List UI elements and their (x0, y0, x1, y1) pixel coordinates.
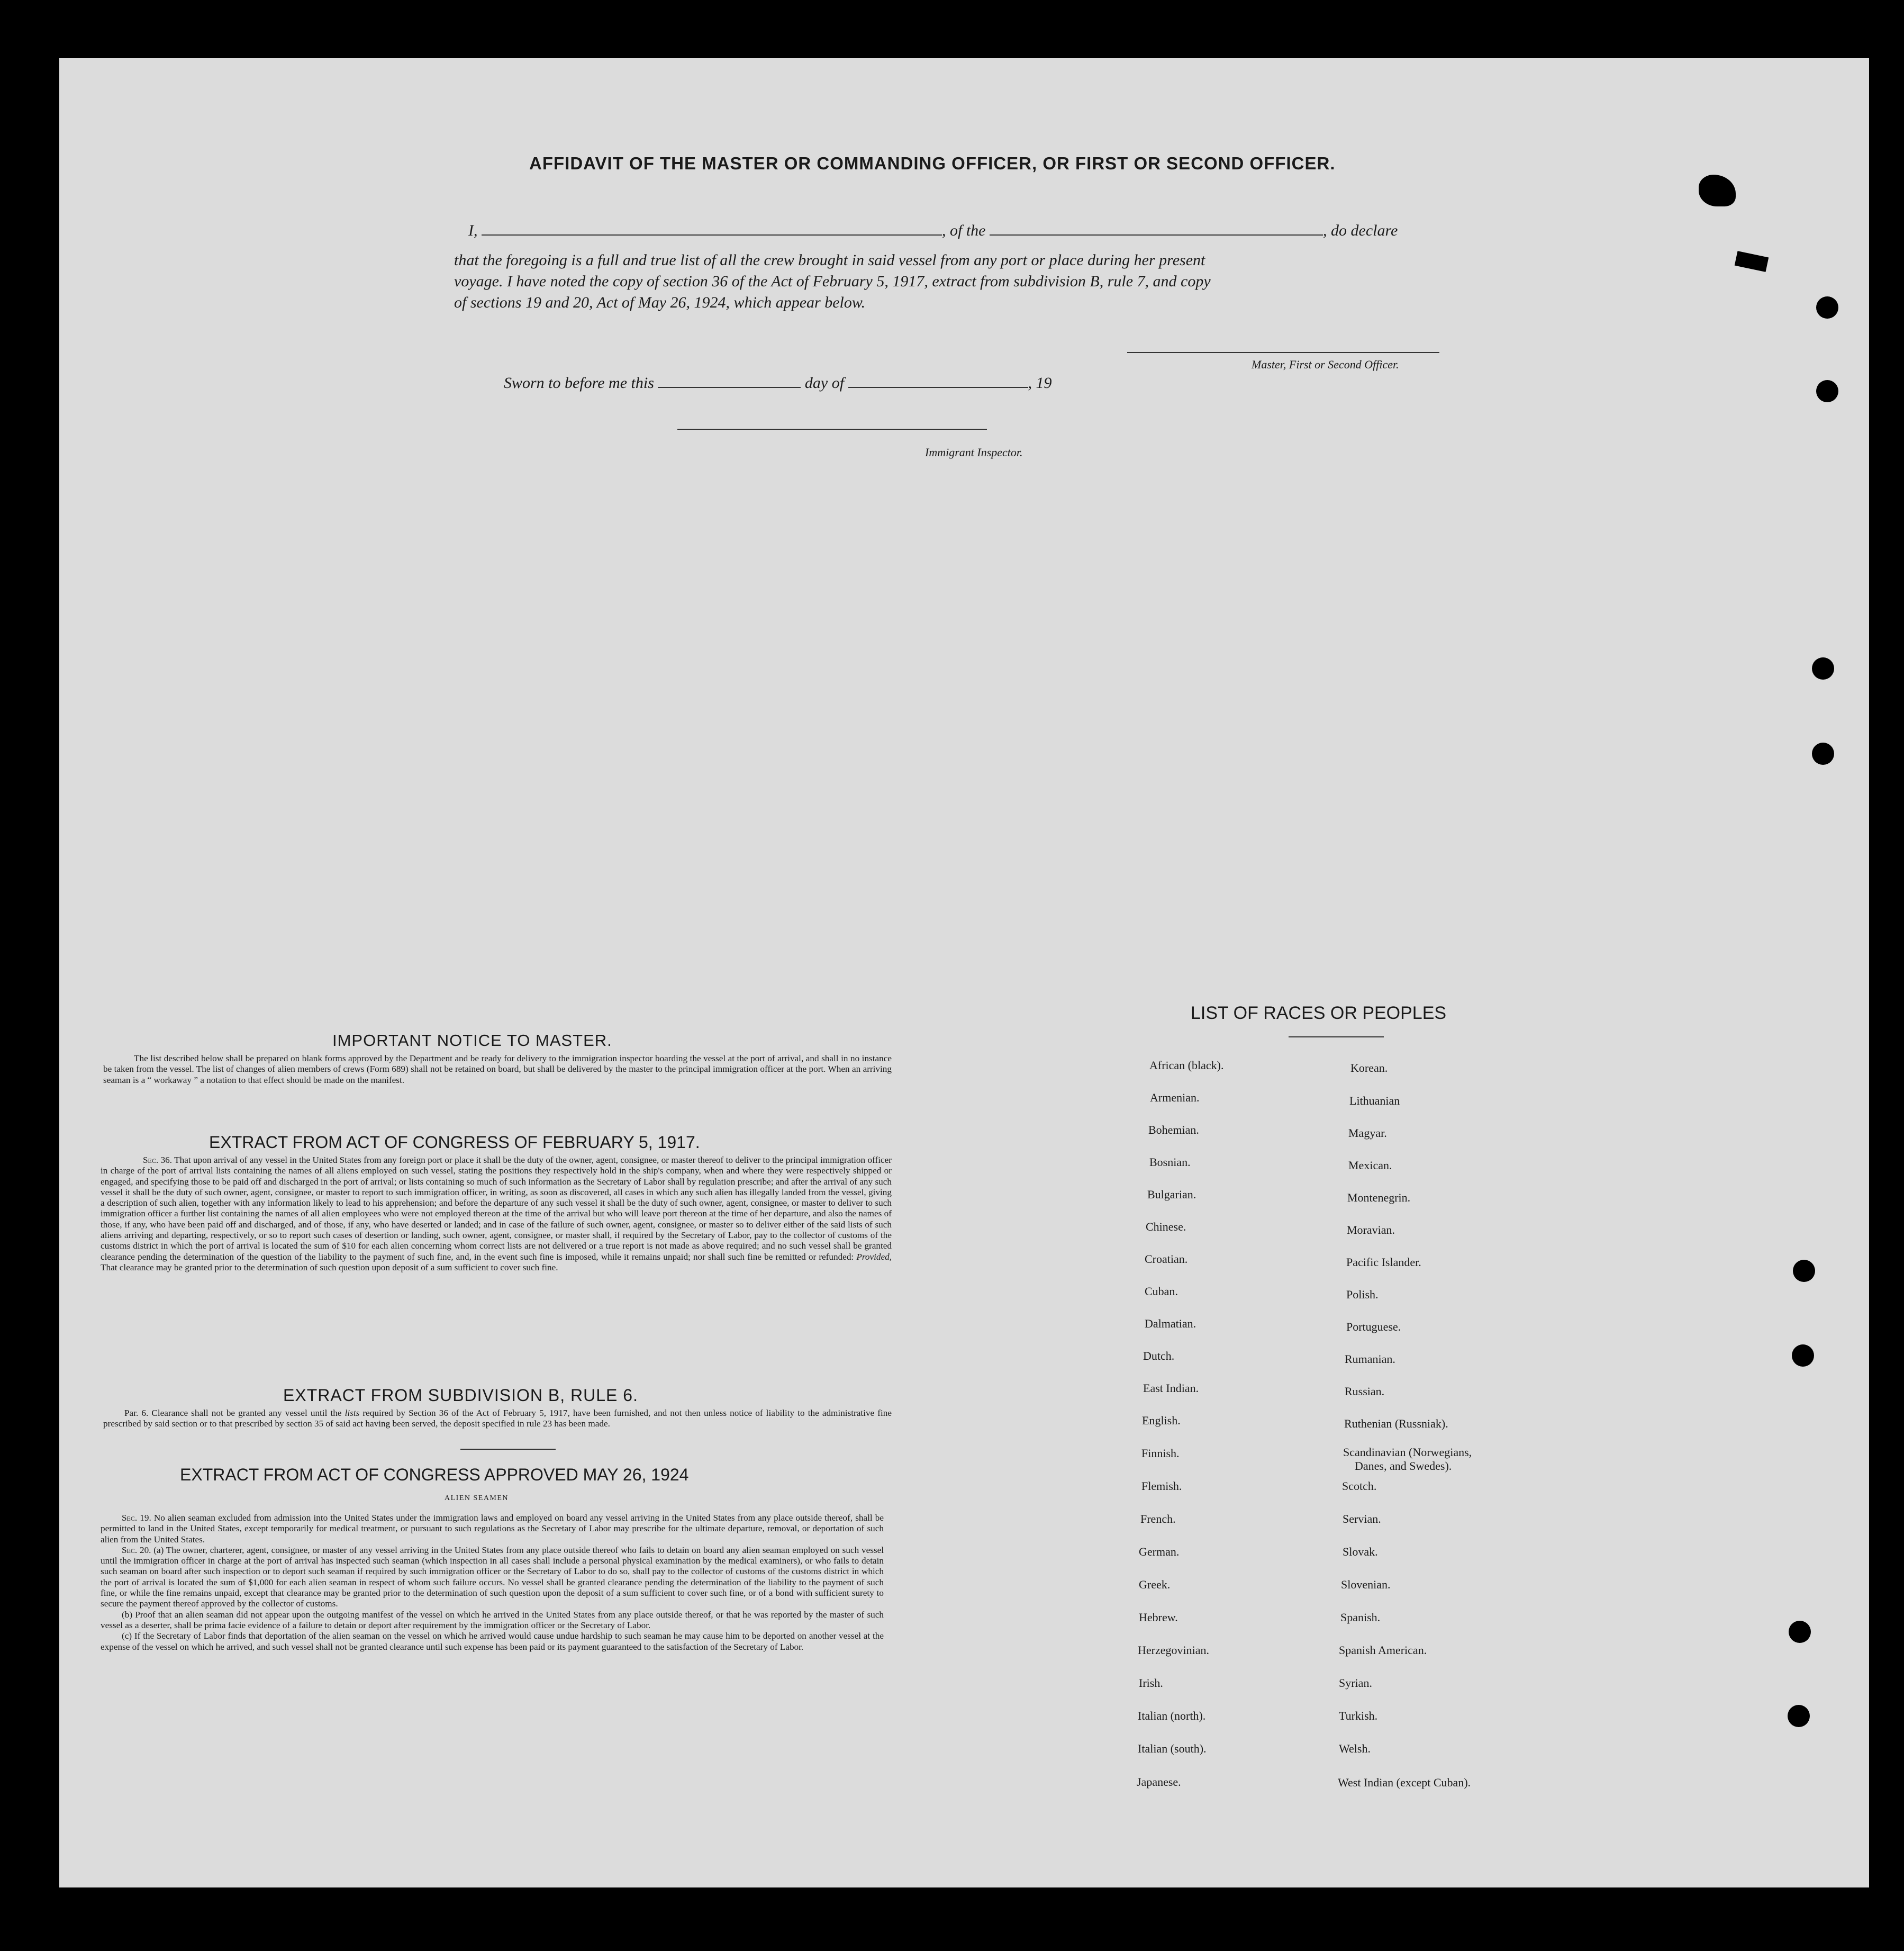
sec-36-label: Sec. 36. (143, 1155, 173, 1165)
affidavit-i-label: I, (468, 222, 478, 239)
binder-hole (1816, 296, 1838, 319)
affidavit-line-2: that the foregoing is a full and true list of all the crew brought in said vessel from any port or place during her present (454, 251, 1205, 269)
day-of-label: day of (804, 374, 845, 392)
race-item: Turkish. (1339, 1709, 1378, 1722)
binder-hole (1788, 1705, 1810, 1727)
race-item: Bohemian. (1148, 1123, 1199, 1136)
race-item: Servian. (1343, 1512, 1381, 1525)
race-item: Cuban. (1145, 1285, 1178, 1298)
race-item: Scotch. (1342, 1479, 1377, 1493)
signature-line (1127, 352, 1439, 353)
races-divider (1289, 1036, 1384, 1037)
race-scandinavian-cont: Danes, and Swedes). (1355, 1459, 1452, 1473)
sec-20c: (c) If the Secretary of Labor finds that deportation of the alien seaman on the vessel on which he arrived would cause undue hardship to such seaman he may cause him to be deported on another vessel at the expense of the vessel on which he arrived, and such vessel shall not be granted clearance until such expense has been paid or its payment guaranteed to the satisfaction of the Secretary of Labor. (101, 1631, 884, 1652)
race-item: Italian (south). (1138, 1742, 1207, 1755)
race-item: Bosnian. (1149, 1155, 1191, 1169)
extract-1917-title: EXTRACT FROM ACT OF CONGRESS OF FEBRUARY 5, 1917. (209, 1133, 700, 1152)
sec-20a-body: (a) The owner, charterer, agent, consignee, or master of any vessel arriving in the United States from any place outside thereof who fails to detain on board any alien seaman employed on such vessel until the immigration officer in charge at the port of arrival has inspected such seaman (which inspection in all cases shall include a personal physical examination by the medical examiners), or who fails to detain such seaman on board after such inspection or to deport such seaman if required by such immigration officer or the Secretary of Labor to do so, shall pay to the collector of customs of the customs district in which the port of arrival is located the sum of $1,000 for each alien seaman in respect of whom such failure occurs. No vessel shall be granted clearance pending the determination of the liability to the payment of such fine, or while the fine remains unpaid, except that clearance may be granted prior to the determination of such question upon the deposit of a sum sufficient to cover such fine, or of a bond with sufficient surety to secure the payment thereof approved by the collector of customs. (101, 1544, 884, 1609)
race-item: Flemish. (1141, 1479, 1182, 1493)
sworn-line (504, 373, 1052, 392)
binder-hole (1812, 657, 1834, 680)
race-item: Welsh. (1339, 1742, 1371, 1755)
inspector-label: Immigrant Inspector. (925, 446, 1023, 459)
race-item: Moravian. (1347, 1223, 1395, 1236)
race-item: Armenian. (1150, 1091, 1200, 1104)
race-item: Hebrew. (1139, 1611, 1178, 1624)
race-item: West Indian (except Cuban). (1338, 1776, 1471, 1789)
name-blank (482, 221, 942, 236)
race-item: Finnish. (1141, 1447, 1180, 1460)
sec-19-label: Sec. 19. (122, 1513, 151, 1523)
provided-word: Provided, (856, 1251, 892, 1262)
sec-20b: (b) Proof that an alien seaman did not appear upon the outgoing manifest of the vessel on which he arrived in the United States from any place outside thereof, or that he was reported by the master of such vessel as a deserter, shall be prima facie evidence of a failure to detain or deport after requirement by the immigration officer or the Secretary of Labor. (101, 1609, 884, 1630)
alien-seamen-heading: ALIEN SEAMEN (445, 1494, 509, 1502)
race-item: Ruthenian (Russniak). (1344, 1417, 1448, 1430)
inspector-signature-line (677, 429, 987, 430)
race-item: Dalmatian. (1145, 1317, 1196, 1330)
race-item: Mexican. (1348, 1159, 1392, 1172)
race-item: English. (1142, 1414, 1181, 1427)
affidavit-title: AFFIDAVIT OF THE MASTER OR COMMANDING OFFICER, OR FIRST OR SECOND OFFICER. (529, 153, 1336, 173)
race-item: French. (1140, 1512, 1176, 1525)
vessel-blank (990, 221, 1323, 236)
race-item: African (black). (1149, 1059, 1224, 1072)
race-item: Korean. (1350, 1061, 1388, 1074)
sec-19-body: No alien seaman excluded from admission into the United States under the immigration laws and employed on board any vessel arriving in the United States from any place outside thereof, shall be permitted to land in the United States, except temporarily for medical treatment, or pursuant to such regulations as the Secretary of Labor may prescribe for the ultimate departure, removal, or deportation of such alien from the United States. (101, 1513, 884, 1544)
divider (460, 1449, 556, 1450)
race-item: Slovenian. (1341, 1578, 1391, 1591)
sec-19 (101, 1513, 884, 1545)
affidavit-line-1 (468, 221, 1398, 240)
race-item: Slovak. (1343, 1545, 1378, 1558)
subdivision-text (103, 1408, 892, 1430)
binder-hole (1793, 1260, 1815, 1282)
lists-word: lists (344, 1408, 360, 1418)
race-item: Scandinavian (Norwegians, (1343, 1446, 1472, 1459)
year-label: , 19 (1028, 374, 1052, 392)
race-item: Japanese. (1137, 1775, 1181, 1789)
subdivision-body-a: Par. 6. Clearance shall not be granted any vessel until the (124, 1408, 345, 1418)
race-item: Pacific Islander. (1346, 1255, 1421, 1269)
races-title: LIST OF RACES OR PEOPLES (1191, 1003, 1447, 1023)
extract-1924-text (101, 1513, 884, 1652)
notice-title: IMPORTANT NOTICE TO MASTER. (332, 1031, 612, 1050)
subdivision-title: EXTRACT FROM SUBDIVISION B, RULE 6. (283, 1386, 638, 1405)
extract-1917-text (101, 1155, 892, 1273)
signer-label: Master, First or Second Officer. (1252, 358, 1399, 371)
sec-20a (101, 1545, 884, 1610)
race-item: Herzegovinian. (1138, 1643, 1209, 1657)
race-item: Lithuanian (1349, 1094, 1400, 1107)
race-item: East Indian. (1143, 1381, 1199, 1395)
race-item: Portuguese. (1346, 1320, 1401, 1333)
race-item: Bulgarian. (1147, 1188, 1196, 1201)
race-item: Syrian. (1339, 1676, 1372, 1690)
sworn-month-blank (848, 373, 1028, 388)
race-item: Dutch. (1143, 1349, 1175, 1362)
race-item: German. (1139, 1545, 1180, 1558)
notice-body: The list described below shall be prepared on blank forms approved by the Department and be ready for delivery to the immigration inspector boarding the vessel at the port of arrival, and shall in no instance be taken from the vessel. The list of changes of alien members of crews (Form 689) shall not be retained on board, but shall be delivered by the master to the principal immigration officer at the port. When an arriving seaman is a “ workaway ” a notation to that effect should be made on the manifest. (103, 1053, 892, 1085)
extract-1924-title: EXTRACT FROM ACT OF CONGRESS APPROVED MAY 26, 1924 (180, 1465, 689, 1484)
race-item: Spanish. (1340, 1611, 1381, 1624)
race-item: Spanish American. (1339, 1643, 1427, 1657)
sec-36-body: That upon arrival of any vessel in the United States from any foreign port or place it shall be the duty of the owner, agent, consignee, or master thereof to deliver to the principal immigration officer in charge of the port of arrival lists containing the names of all aliens employed on such vessel, stating the positions they respectively hold in the ship's company, when and where they were respectively shipped or engaged, and specifying those to be paid off and discharged in the port of arrival; or lists containing so much of such information as the Secretary of Labor shall by regulation prescribe; and after the arrival of any such vessel it shall be the duty of such owner, agent, consignee, or master to report to such immigration officer, in writing, as soon as discovered, all cases in which any such alien has illegally landed from the vessel, giving a description of such alien, together with any information likely to lead to his apprehension; and before the departure of any such vessel it shall be the duty of such owner, agent, consignee, or master to deliver to such immigration officer a further list containing the names of all alien employees who were not employed thereon at the time of the arrival but who will leave port thereon at the time of her departure, and also the names of those, if any, who have been paid off and discharged, and of those, if any, who have deserted or landed; and in case of the failure of such owner, agent, consignee, or master so to deliver either of the said lists of such aliens arriving and departing, respectively, or so to report such cases of desertion or landing, such owner, agent, consignee, or master shall, if required by the Secretary of Labor, pay to the collector of customs of the customs district in which the port of arrival is located the sum of $10 for each alien concerning whom correct lists are not delivered or a true report is not made as above required; and no such vessel shall be granted clearance pending the determination of the question of the liability to the payment of such fine, and, in the event such fine is imposed, while it remains unpaid; nor shall such fine be remitted or refunded: (101, 1155, 892, 1262)
binder-hole (1789, 1621, 1811, 1643)
binder-hole (1812, 743, 1834, 765)
notice-text (103, 1053, 892, 1086)
race-item: Rumanian. (1345, 1352, 1395, 1366)
race-item: Polish. (1346, 1288, 1379, 1301)
race-item: Italian (north). (1138, 1709, 1206, 1722)
race-item: Russian. (1345, 1385, 1385, 1398)
binder-hole (1816, 380, 1838, 402)
subdivision-body-b: required by Section 36 of the Act of February 5, 1917, have been furnished, and not then unless notice of liability to the administrative fine prescribed by said section or to that prescribed by section 35 of said act having been served, the deposit specified in rule 23 has been made. (103, 1408, 892, 1429)
race-item: Irish. (1139, 1676, 1163, 1690)
race-item: Chinese. (1146, 1220, 1186, 1233)
sec-20-label: Sec. 20. (122, 1544, 151, 1555)
affidavit-line-4: of sections 19 and 20, Act of May 26, 1924, which appear below. (454, 294, 866, 311)
race-item: Greek. (1139, 1578, 1171, 1591)
binder-hole (1792, 1344, 1814, 1367)
sec-36-body-end: That clearance may be granted prior to the determination of such question upon deposit of a sum sufficient to cover such fine. (101, 1262, 558, 1272)
race-item: Magyar. (1348, 1126, 1387, 1140)
of-the-label: , of the (942, 222, 986, 239)
race-item: Montenegrin. (1347, 1191, 1411, 1204)
race-item: Croatian. (1145, 1252, 1188, 1266)
sworn-day-blank (658, 373, 801, 388)
sworn-label: Sworn to before me this (504, 374, 654, 392)
affidavit-line-3: voyage. I have noted the copy of section 36 of the Act of February 5, 1917, extract from subdivision B, rule 7, and copy (454, 273, 1211, 290)
declare-label: , do declare (1323, 222, 1398, 239)
